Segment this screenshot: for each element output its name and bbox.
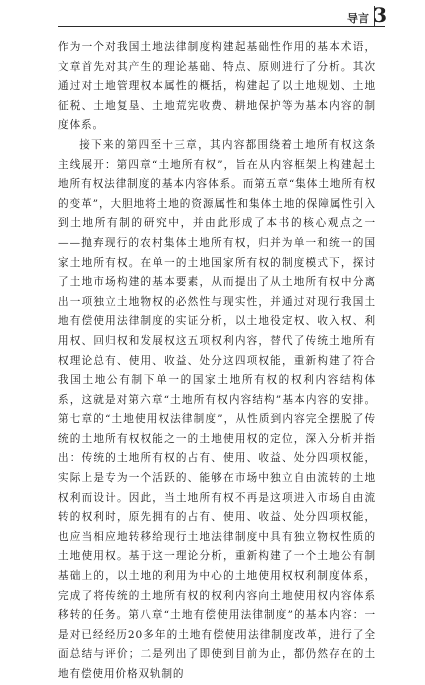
running-header: [0, 0, 425, 38]
paragraph-2: 接下来的第四至十三章，其内容都围绕着土地所有权这条主线展开：第四章“土地所有权”，旨在从内容框架上构建起土地所有权法律制度的基本内容体系。而第五章“集体土地所有权的变革”，大胆地将土地的资源属性和集体土地的保障属性引入到土地所有制的研究中，并由此形成了本书的核心观点之一——抛弃现行的农村集体土地所有权，归并为单一和统一的国家土地所有权。在单一的土地国家所有权的制度模式下，探讨了土地市场构建的基本要素，从而提出了从土地所有权中分离出一项独立土地物权的必然性与现实性，并通过对现行我国土地有偿使用法律制度的实证分析，以土地役定权、收入权、利用权、回归权和发展权这五项权利内容，替代了传统土地所有权理论总有、使用、收益、处分这四项权能，重新构建了符合我国土地公有制下单一的国家土地所有权的权利内容结构体系，这就是对第六章“土地所有权内容结构”基本内容的安排。第七章的“土地使用权法律制度”，从性质到内容完全摆脱了传统的土地所有权权能之一的土地使用权的定位，深入分析并指出：传统的土地所有权的占有、使用、收益、处分四项权能，实际上是专为一个活跃的、能够在市场中独立自由流转的土地权利而设计。因此，当土地所有权不再是这项进入市场自由流转的权利时，原先拥有的占有、使用、收益、处分四项权能，也应当相应地转移给现行土地法律制度中具有独立物权性质的土地使用权。基于这一理论分析，重新构建了一个土地公有制基础上的，以土地的利用为中心的土地使用权权利制度体系，完成了将传统的土地所有权的权利内容向土地使用权内容体系移转的任务。第八章“土地有偿使用法律制度”的基本内容：一是对已经经历20多年的土地有偿使用法律制度改革，进行了全面总结与评价；二是列出了即使到目前为止，都仍然存在的土地有偿使用价格双轨制的: [58, 138, 376, 680]
page-body: [58, 38, 376, 685]
header-rule: [58, 26, 385, 27]
paragraph-1: 作为一个对我国土地法律制度构建起基础性作用的基本术语，文章首先对其产生的理论基础、特点、原则进行了分析。其次通过对土地管理权本属性的概括，构建起了以土地规划、土地征税、土地复垦、土地荒宪收费、耕地保护等为基本内容的制度体系。: [58, 41, 376, 132]
page-number: 3: [373, 3, 387, 27]
section-label: 导言: [347, 12, 369, 25]
